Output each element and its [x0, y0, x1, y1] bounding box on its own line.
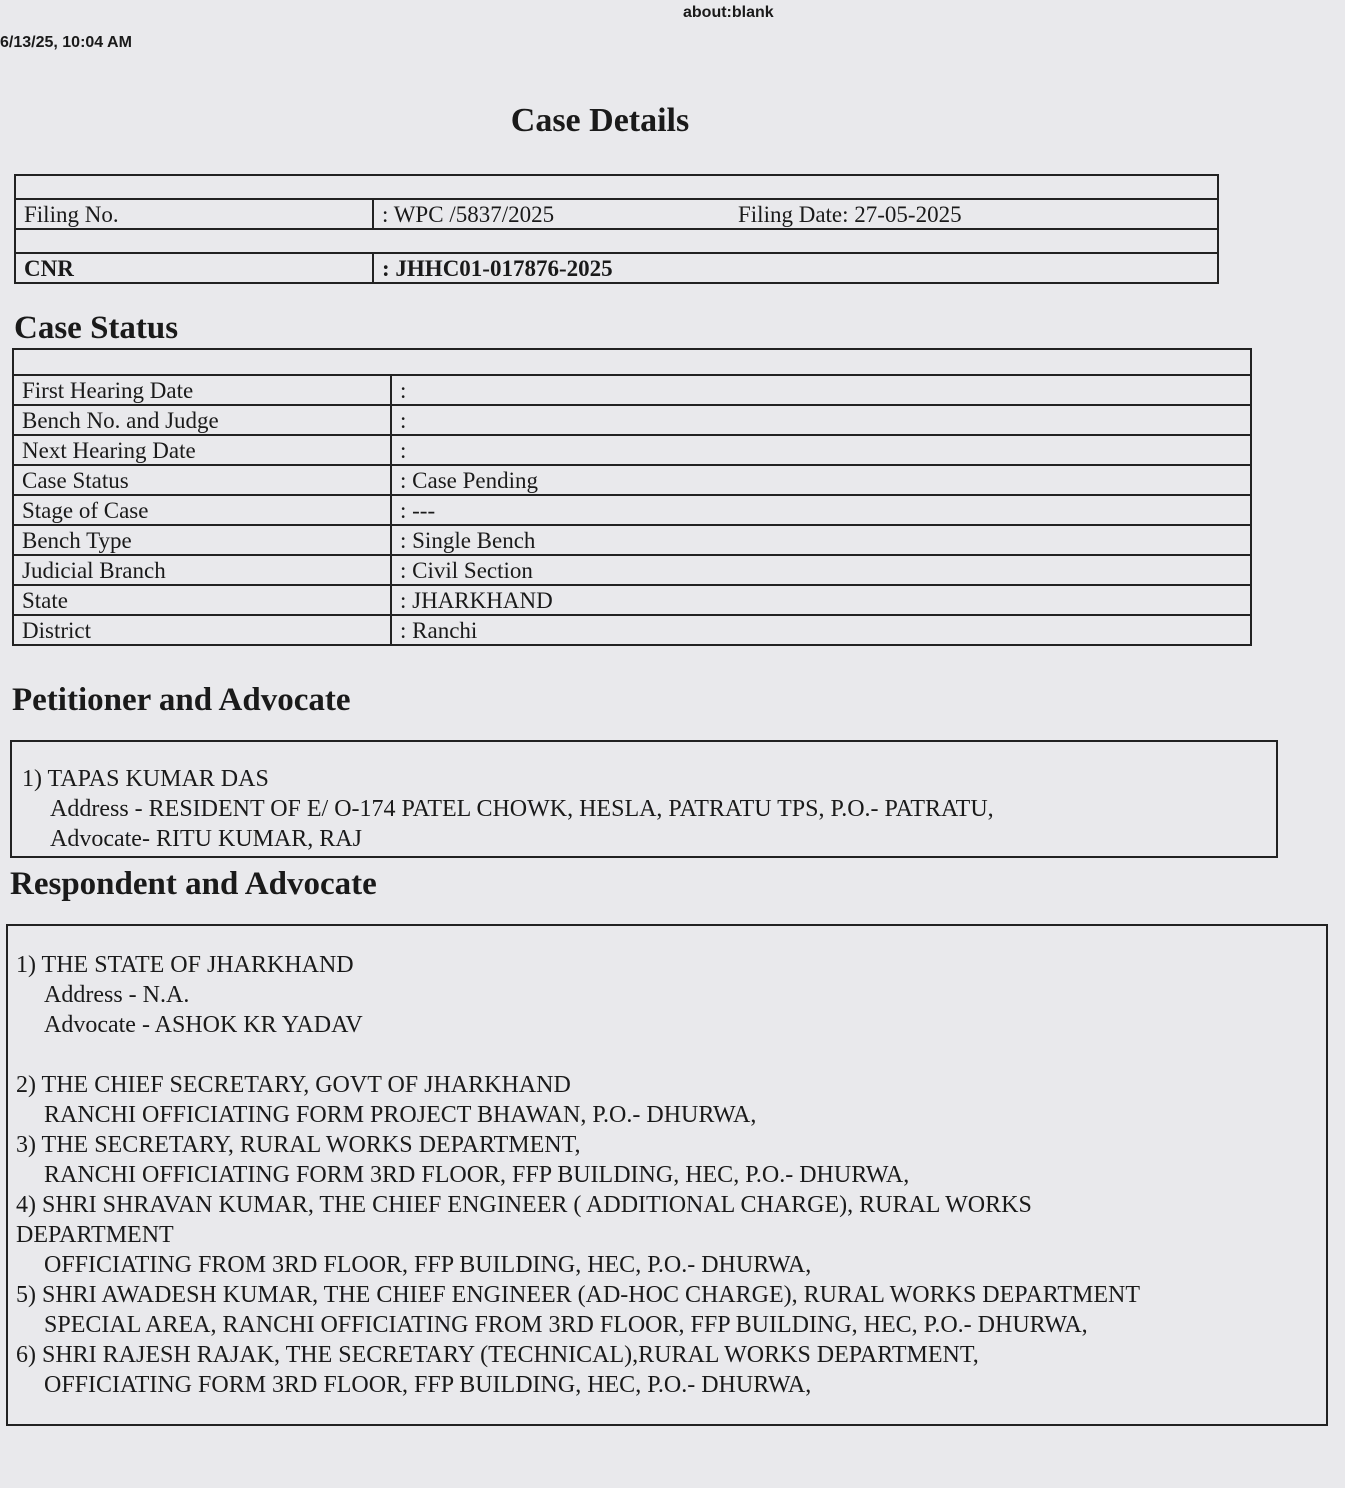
status-value: : Case Pending [391, 465, 1251, 495]
petitioner-box [10, 740, 1278, 858]
status-row [13, 375, 1251, 405]
status-row [13, 405, 1251, 435]
petitioner-heading: Petitioner and Advocate [12, 682, 351, 718]
respondent-name: 2) THE CHIEF SECRETARY, GOVT OF JHARKHAND [16, 1072, 571, 1098]
status-value: : [391, 435, 1251, 465]
status-row [13, 525, 1251, 555]
respondent-5 [16, 1280, 1318, 1340]
status-value: : JHARKHAND [391, 585, 1251, 615]
status-value: : [391, 375, 1251, 405]
case-status-heading: Case Status [14, 310, 179, 346]
respondent-name-continued: DEPARTMENT [16, 1222, 174, 1248]
status-row [13, 495, 1251, 525]
filing-table [14, 174, 1219, 284]
cnr-label: CNR [15, 253, 373, 283]
respondent-heading: Respondent and Advocate [10, 866, 377, 902]
page-title: Case Details [510, 102, 690, 139]
print-date: 6/13/25, 10:04 AM [0, 34, 132, 51]
respondent-address: RANCHI OFFICIATING FORM PROJECT BHAWAN, P.O.- DHURWA, [44, 1102, 757, 1128]
respondent-address: Address - N.A. [44, 982, 190, 1008]
cnr-value: : JHHC01-017876-2025 [373, 253, 1218, 283]
respondent-address: OFFICIATING FROM 3RD FLOOR, FFP BUILDING, HEC, P.O.- DHURWA, [44, 1252, 812, 1278]
cnr-row [15, 253, 1218, 283]
respondent-2 [16, 1070, 1318, 1130]
status-label: Bench No. and Judge [13, 405, 391, 435]
respondent-6 [16, 1340, 1318, 1400]
status-value: : Civil Section [391, 555, 1251, 585]
respondent-address: RANCHI OFFICIATING FORM 3RD FLOOR, FFP BUILDING, HEC, P.O.- DHURWA, [44, 1162, 910, 1188]
respondent-name: 3) THE SECRETARY, RURAL WORKS DEPARTMENT, [16, 1132, 581, 1158]
respondent-address: OFFICIATING FORM 3RD FLOOR, FFP BUILDING, HEC, P.O.- DHURWA, [44, 1372, 812, 1398]
status-value: : --- [391, 495, 1251, 525]
petitioner-advocate: Advocate- RITU KUMAR, RAJ [50, 826, 362, 852]
respondent-address: SPECIAL AREA, RANCHI OFFICIATING FROM 3RD FLOOR, FFP BUILDING, HEC, P.O.- DHURWA, [44, 1312, 1088, 1338]
status-blank-row [13, 349, 1251, 375]
status-row [13, 615, 1251, 645]
petitioner-name: 1) TAPAS KUMAR DAS [22, 766, 269, 792]
status-row [13, 585, 1251, 615]
filing-date: Filing Date: 27-05-2025 [730, 199, 1218, 229]
respondent-3 [16, 1130, 1318, 1190]
respondent-name: 6) SHRI RAJESH RAJAK, THE SECRETARY (TECHNICAL),RURAL WORKS DEPARTMENT, [16, 1342, 979, 1368]
status-label: First Hearing Date [13, 375, 391, 405]
status-label: Bench Type [13, 525, 391, 555]
filing-no-row [15, 199, 1218, 229]
respondent-1 [16, 950, 1318, 1040]
status-label: Case Status [13, 465, 391, 495]
status-label: Next Hearing Date [13, 435, 391, 465]
blank-line [16, 1040, 1318, 1070]
status-value: : Single Bench [391, 525, 1251, 555]
status-label: State [13, 585, 391, 615]
respondent-box [6, 924, 1328, 1426]
filing-blank-row [15, 175, 1218, 199]
status-row [13, 435, 1251, 465]
filing-no-label: Filing No. [15, 199, 373, 229]
petitioner-address: Address - RESIDENT OF E/ O-174 PATEL CHOWK, HESLA, PATRATU TPS, P.O.- PATRATU, [50, 796, 994, 822]
status-row [13, 465, 1251, 495]
respondent-name: 4) SHRI SHRAVAN KUMAR, THE CHIEF ENGINEER ( ADDITIONAL CHARGE), RURAL WORKS [16, 1192, 1032, 1218]
status-value: : Ranchi [391, 615, 1251, 645]
case-status-table [12, 348, 1252, 646]
status-label: District [13, 615, 391, 645]
status-label: Stage of Case [13, 495, 391, 525]
respondent-name: 5) SHRI AWADESH KUMAR, THE CHIEF ENGINEER (AD-HOC CHARGE), RURAL WORKS DEPARTMENT [16, 1282, 1140, 1308]
respondent-advocate: Advocate - ASHOK KR YADAV [44, 1012, 363, 1038]
respondent-name: 1) THE STATE OF JHARKHAND [16, 952, 354, 978]
status-value: : [391, 405, 1251, 435]
filing-no-value: : WPC /5837/2025 [373, 199, 730, 229]
status-row [13, 555, 1251, 585]
respondent-4 [16, 1190, 1318, 1280]
filing-blank-row-2 [15, 229, 1218, 253]
status-label: Judicial Branch [13, 555, 391, 585]
print-url: about:blank [683, 4, 774, 21]
